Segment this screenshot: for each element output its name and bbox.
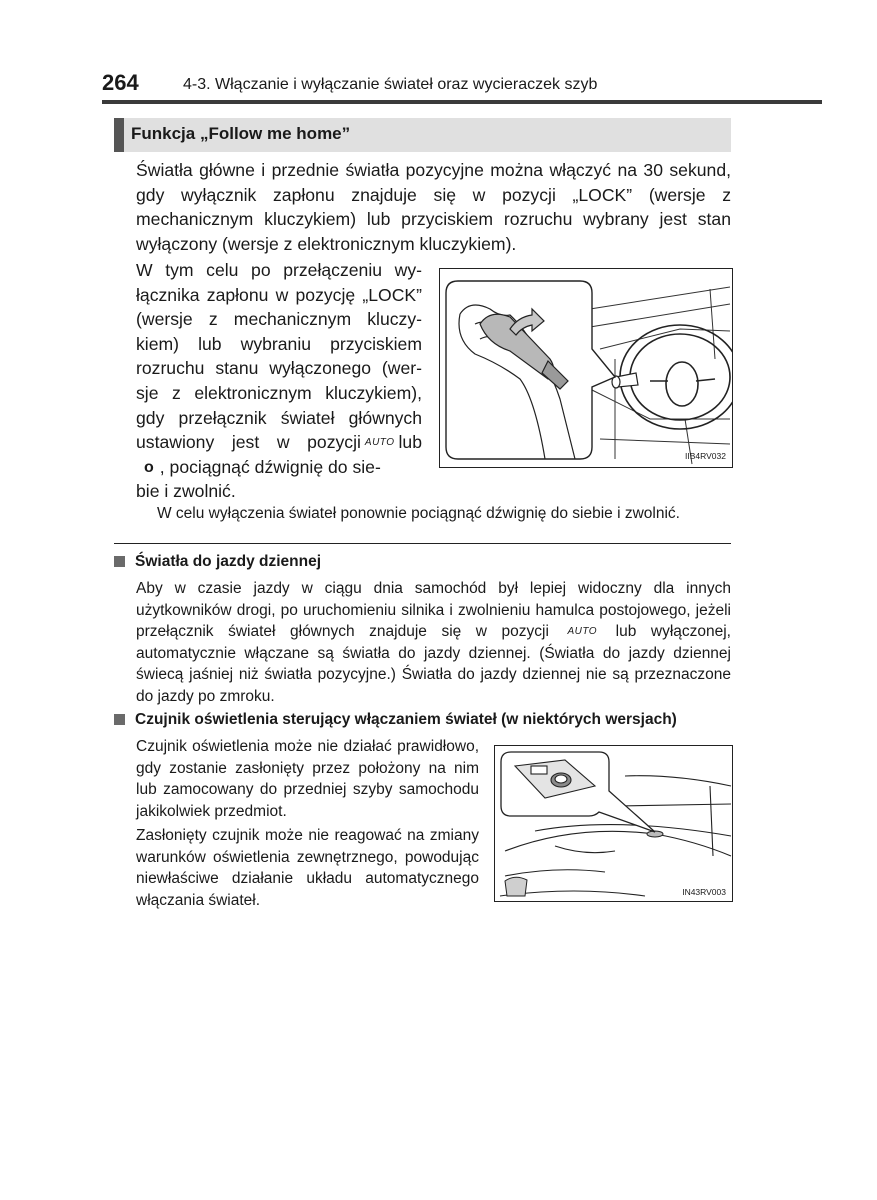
text-line: kiem) lub wybraniu przyciskiem — [136, 333, 422, 354]
text-line: łącznika zapłonu w pozycję „LOCK” — [136, 284, 422, 305]
subsection-title: Światła do jazdy dziennej — [135, 553, 322, 570]
paragraph-light-sensor-2: Zasłonięty czujnik może nie reagować na zmiany warunków oświetlenia zewnętrznego, powodując niewłaściwe działanie układu automatycznego włączania świateł. — [136, 827, 479, 909]
text-line: gdy przełącznik świateł głównych — [136, 407, 422, 428]
bullet-square-icon — [114, 714, 125, 725]
text-line — [136, 430, 422, 455]
text-fragment: lub — [398, 432, 422, 453]
text-line: rozruchu stanu wyłączonego (wer- — [136, 358, 422, 379]
lever-illustration — [440, 269, 732, 467]
paragraph-follow-me-home-procedure — [136, 258, 422, 504]
chapter-title: 4-3. Włączanie i wyłączanie świateł oraz wycieraczek szyb — [183, 76, 598, 93]
subsection-heading-light-sensor — [114, 711, 677, 729]
text-line: bie i zwolnić. — [136, 481, 236, 502]
figure-code: IIB4RV032 — [685, 451, 726, 461]
text-line: (wersje z mechanicznym kluczy- — [136, 309, 422, 330]
text-line — [136, 455, 422, 480]
subsection-title: Czujnik oświetlenia sterujący włączaniem świateł (w niektórych wersjach) — [135, 711, 677, 728]
text-fragment: lub wyłączonej, automatycznie włączane są światła do jazdy dziennej. (Światła do jazdy dziennej świecą jaśniej niż światła pozycyjne.) Światła do jazdy dziennej nie są przeznaczone do jazdy po zmroku. — [136, 623, 731, 706]
figure-light-sensor — [494, 745, 733, 902]
headlight-on-icon: o — [144, 458, 154, 476]
page-number: 264 — [102, 70, 139, 95]
paragraph-light-sensor-1: Czujnik oświetlenia może nie działać prawidłowo, gdy zostanie zasłonięty przez położony na nim lub zamocowany do przedniej szyby samochodu jakikolwiek przedmiot. — [136, 738, 479, 820]
section-divider — [114, 543, 731, 544]
section-heading-bar — [114, 118, 124, 152]
auto-switch-icon: AUTO — [567, 626, 598, 638]
paragraph-daytime-lights — [136, 578, 731, 708]
text-line: W tym celu po przełączeniu wy- — [136, 260, 422, 280]
section-title: Funkcja „Follow me home” — [131, 124, 351, 143]
text-fragment: ustawiony jest w pozycji — [136, 432, 361, 453]
figure-code: IN43RV003 — [682, 887, 726, 897]
figure-headlight-lever — [439, 268, 733, 468]
section-heading — [114, 118, 731, 152]
light-sensor-illustration — [495, 746, 732, 901]
bullet-square-icon — [114, 556, 125, 567]
auto-switch-icon: AUTO — [364, 437, 395, 449]
header-rule — [102, 100, 822, 104]
text-line: sje z elektronicznym kluczykiem), — [136, 382, 422, 403]
text-fragment: , pociągnąć dźwignię do sie- — [159, 456, 381, 477]
turn-off-note: W celu wyłączenia świateł ponownie pociągnąć dźwignię do siebie i zwolnić. — [157, 505, 680, 522]
paragraph-follow-me-home-intro: Światła główne i przednie światła pozycyjne można włączyć na 30 sekund, gdy wyłącznik zapłonu znajduje się w pozycji „LOCK” (wersje z mechanicznym kluczykiem) lub przyciskiem rozruchu wybrany jest stan wyłączony (wersje z elektronicznym kluczykiem). — [136, 160, 731, 254]
subsection-heading-daytime-lights — [114, 553, 321, 571]
text-fragment: Aby w czasie jazdy w ciągu dnia samochód był lepiej widoczny dla innych użytkowników drogi, po uruchomieniu silnika i zwolnieniu hamulca postojowego, jeżeli przełącznik świateł głównych znajduje się w pozycji — [136, 580, 731, 641]
